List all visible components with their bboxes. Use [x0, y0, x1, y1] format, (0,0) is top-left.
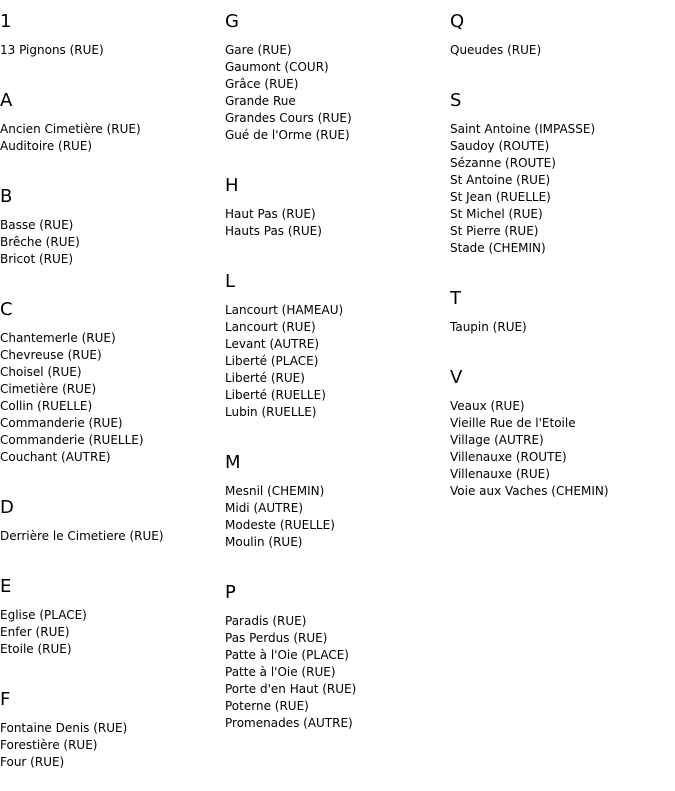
letter-section — [0, 11, 220, 79]
letter-section — [225, 11, 445, 164]
street-name-item[interactable]: Lancourt (RUE) — [225, 320, 316, 334]
section-spacer — [0, 268, 220, 288]
section-spacer — [225, 240, 445, 260]
street-name-item[interactable]: Poterne (RUE) — [225, 699, 309, 713]
street-name-item[interactable]: Porte d'en Haut (RUE) — [225, 682, 357, 696]
section-letter-heading: L — [225, 271, 236, 292]
letter-section — [225, 452, 445, 571]
street-index-column-2 — [225, 0, 445, 752]
street-name-item[interactable]: Ancien Cimetière (RUE) — [0, 122, 141, 136]
street-name-item[interactable]: Midi (AUTRE) — [225, 501, 304, 515]
section-letter-heading: 1 — [0, 11, 12, 32]
street-name-item[interactable]: Commanderie (RUE) — [0, 416, 123, 430]
street-name-item[interactable]: Vieille Rue de l'Etoile — [450, 416, 576, 430]
street-name-item[interactable]: Liberté (RUELLE) — [225, 388, 326, 402]
street-list — [450, 398, 670, 500]
letter-section — [0, 90, 220, 175]
section-letter-heading: F — [0, 689, 11, 710]
letter-section — [450, 90, 670, 277]
letter-section — [450, 367, 670, 520]
letter-section — [225, 175, 445, 260]
street-name-item[interactable]: Veaux (RUE) — [450, 399, 525, 413]
street-name-item[interactable]: Levant (AUTRE) — [225, 337, 320, 351]
street-name-item[interactable]: Basse (RUE) — [0, 218, 74, 232]
street-name-item[interactable]: Promenades (AUTRE) — [225, 716, 353, 730]
street-name-item[interactable]: Pas Perdus (RUE) — [225, 631, 328, 645]
street-name-item[interactable]: Grande Rue — [225, 94, 296, 108]
street-list — [225, 483, 445, 551]
street-name-item[interactable]: Voie aux Vaches (CHEMIN) — [450, 484, 609, 498]
street-name-item[interactable]: Gare (RUE) — [225, 43, 292, 57]
letter-section — [0, 186, 220, 288]
section-spacer — [0, 466, 220, 486]
street-name-item[interactable]: Village (AUTRE) — [450, 433, 544, 447]
street-list — [450, 319, 670, 336]
section-letter-heading: Q — [450, 11, 465, 32]
street-list — [0, 720, 220, 771]
street-name-item[interactable]: Four (RUE) — [0, 755, 65, 769]
letter-section — [0, 689, 220, 791]
street-name-item[interactable]: Auditoire (RUE) — [0, 139, 93, 153]
street-name-item[interactable]: Liberté (RUE) — [225, 371, 305, 385]
letter-section — [0, 576, 220, 678]
street-name-item[interactable]: Villenauxe (RUE) — [450, 467, 550, 481]
street-name-item[interactable]: Gué de l'Orme (RUE) — [225, 128, 350, 142]
section-letter-heading: H — [225, 175, 239, 196]
street-name-item[interactable]: Stade (CHEMIN) — [450, 241, 546, 255]
street-name-item[interactable]: Hauts Pas (RUE) — [225, 224, 322, 238]
letter-section — [0, 299, 220, 486]
street-name-item[interactable]: Villenauxe (ROUTE) — [450, 450, 567, 464]
street-name-item[interactable]: Patte à l'Oie (PLACE) — [225, 648, 349, 662]
street-name-item[interactable]: Etoile (RUE) — [0, 642, 72, 656]
section-letter-heading: V — [450, 367, 463, 388]
letter-section — [0, 497, 220, 565]
street-list — [0, 528, 220, 545]
street-name-item[interactable]: St Jean (RUELLE) — [450, 190, 551, 204]
street-name-item[interactable]: Queudes (RUE) — [450, 43, 542, 57]
street-list — [0, 607, 220, 658]
section-spacer — [225, 144, 445, 164]
street-list — [0, 217, 220, 268]
street-list — [0, 42, 220, 59]
letter-section — [225, 582, 445, 752]
street-name-item[interactable]: St Antoine (RUE) — [450, 173, 551, 187]
street-name-item[interactable]: Mesnil (CHEMIN) — [225, 484, 325, 498]
street-list — [450, 121, 670, 257]
street-name-item[interactable]: Saudoy (ROUTE) — [450, 139, 550, 153]
street-name-item[interactable]: Enfer (RUE) — [0, 625, 70, 639]
street-name-item[interactable]: Taupin (RUE) — [450, 320, 527, 334]
street-name-item[interactable]: Lancourt (HAMEAU) — [225, 303, 344, 317]
street-name-item[interactable]: Couchant (AUTRE) — [0, 450, 111, 464]
street-name-item[interactable]: Saint Antoine (IMPASSE) — [450, 122, 596, 136]
street-name-item[interactable]: Collin (RUELLE) — [0, 399, 93, 413]
letter-section — [225, 271, 445, 441]
street-index-column-1 — [0, 0, 220, 791]
section-letter-heading: D — [0, 497, 14, 518]
street-list — [225, 42, 445, 144]
letter-section — [450, 288, 670, 356]
street-name-item[interactable]: Lubin (RUELLE) — [225, 405, 317, 419]
street-name-item[interactable]: Patte à l'Oie (RUE) — [225, 665, 336, 679]
street-name-item[interactable]: Forestière (RUE) — [0, 738, 98, 752]
section-spacer — [225, 551, 445, 571]
section-letter-heading: B — [0, 186, 13, 207]
street-name-item[interactable]: Modeste (RUELLE) — [225, 518, 335, 532]
street-name-item[interactable]: Sézanne (ROUTE) — [450, 156, 556, 170]
street-index-column-3 — [450, 0, 670, 520]
section-spacer — [450, 59, 670, 79]
section-letter-heading: A — [0, 90, 13, 111]
street-list — [225, 206, 445, 240]
section-letter-heading: C — [0, 299, 13, 320]
street-name-item[interactable]: Paradis (RUE) — [225, 614, 307, 628]
section-letter-heading: T — [450, 288, 461, 309]
section-letter-heading: E — [0, 576, 12, 597]
street-list — [225, 613, 445, 732]
street-list — [450, 42, 670, 59]
street-name-item[interactable]: Chevreuse (RUE) — [0, 348, 102, 362]
section-spacer — [0, 545, 220, 565]
street-name-item[interactable]: Haut Pas (RUE) — [225, 207, 316, 221]
section-spacer — [0, 771, 220, 791]
street-list — [0, 121, 220, 155]
section-letter-heading: P — [225, 582, 236, 603]
section-letter-heading: G — [225, 11, 239, 32]
street-name-item[interactable]: Commanderie (RUELLE) — [0, 433, 144, 447]
section-spacer — [225, 732, 445, 752]
street-name-item[interactable]: Brêche (RUE) — [0, 235, 80, 249]
street-name-item[interactable]: Bricot (RUE) — [0, 252, 74, 266]
street-name-item[interactable]: Cimetière (RUE) — [0, 382, 97, 396]
street-name-item[interactable]: Grâce (RUE) — [225, 77, 299, 91]
street-name-item[interactable]: Grandes Cours (RUE) — [225, 111, 352, 125]
street-name-item[interactable]: Derrière le Cimetiere (RUE) — [0, 529, 164, 543]
street-name-item[interactable]: Eglise (PLACE) — [0, 608, 87, 622]
section-spacer — [450, 336, 670, 356]
section-spacer — [0, 155, 220, 175]
street-list — [225, 302, 445, 421]
street-name-item[interactable]: St Michel (RUE) — [450, 207, 543, 221]
letter-section — [450, 11, 670, 79]
street-name-item[interactable]: Fontaine Denis (RUE) — [0, 721, 128, 735]
street-name-item[interactable]: Gaumont (COUR) — [225, 60, 329, 74]
street-name-item[interactable]: Chantemerle (RUE) — [0, 331, 116, 345]
section-letter-heading: S — [450, 90, 462, 111]
street-name-item[interactable]: Moulin (RUE) — [225, 535, 303, 549]
street-name-item[interactable]: St Pierre (RUE) — [450, 224, 539, 238]
section-spacer — [225, 421, 445, 441]
section-letter-heading: M — [225, 452, 241, 473]
section-spacer — [0, 59, 220, 79]
street-name-item[interactable]: 13 Pignons (RUE) — [0, 43, 104, 57]
street-list — [0, 330, 220, 466]
section-spacer — [450, 500, 670, 520]
street-name-item[interactable]: Liberté (PLACE) — [225, 354, 319, 368]
section-spacer — [0, 658, 220, 678]
street-name-item[interactable]: Choisel (RUE) — [0, 365, 82, 379]
section-spacer — [450, 257, 670, 277]
